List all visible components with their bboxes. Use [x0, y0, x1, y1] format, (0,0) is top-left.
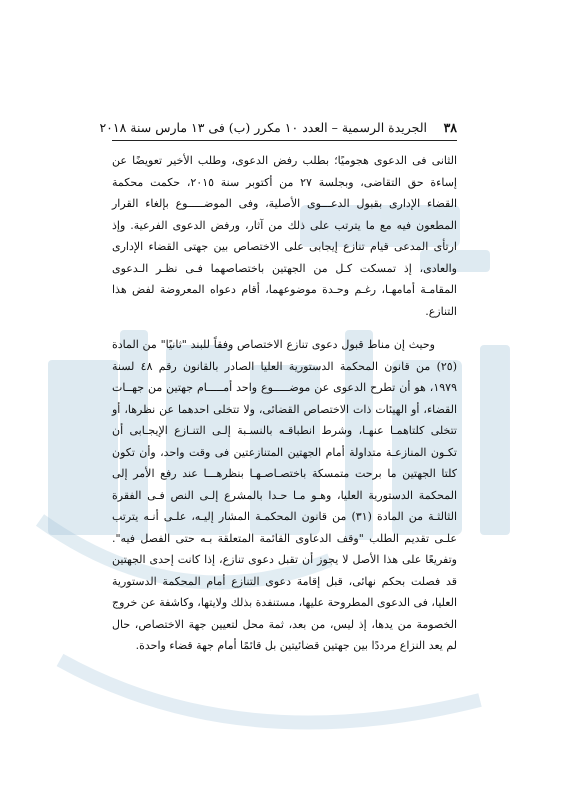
header-divider — [112, 140, 457, 141]
page-header — [99, 118, 457, 140]
paragraph-1: الثانى فى الدعوى هجوميًا؛ بطلب رفض الدعوى، وطلب الأخير تعويضًا عن إساءة حق التقاضى، وبجلسة ٢٧ من أكتوبر سنة ٢٠١٥، حكمت محكمة القضاء الإدارى بقبول الدعـــوى الأصلية، وفى الموضـــــوع بإلغاء القرار المطعون فيه مع ما يترتب على ذلك من آثار، ورفض الدعوى الفرعية. وإذ ارتأى المدعى قيام تنازع إيجابى على الاختصاص بين جهتى القضاء الإدارى والعادى، إذ تمسكت كـل من الجهتين باختصاصهما فـى نظـر الـدعوى المقامـة أمامهـا، رغـم وحـدة موضوعهما، أقام دعواه المعروضة لفض هذا التنازع. — [112, 154, 457, 318]
document-body — [112, 150, 457, 657]
header-title: الجريدة الرسمية – العدد ١٠ مكرر (ب) فى ١٣ مارس سنة ٢٠١٨ — [99, 120, 427, 135]
header-page-number: ٣٨ — [443, 120, 457, 135]
paragraph-2: وحيث إن مناط قبول دعوى تنازع الاختصاص وفقاً للبند "ثانيًا" من المادة (٢٥) من قانون المحكمة الدستورية العليا الصادر بالقانون رقم ٤٨ لسنة ١٩٧٩، هو أن تطرح الدعوى عن موضـــــوع واحد أمـــــام جهتين من جهــات القضاء، أو الهيئات ذات الاختصاص القضائى، ولا تتخلى احدهما عن نظرها، أو تتخلى كلتاهمـا عنهـا، وشرط انطباقـه بالنسـبة إلـى التنـازع الإيجـابى أن تكـون المنازعـة متداولة أمام الجهتين المتنازعتين فى وقت واحد، وأن تكون كلتا الجهتين ما برحت متمسكة باختصـاصـهـا بنظرهـــا عند رفع الأمر إلى المحكمة الدستورية العليا، وهـو مـا حـدا بالمشرع إلـى النص فـى الفقرة الثالثـة من المادة (٣١) من قانون المحكمـة المشار إليـه، علـى أنـه يترتب علـى تقديم الطلب "وقف الدعاوى القائمة المتعلقة بـه حتى الفصل فيه". وتفريعًا على هذا الأصل لا يجوز أن تقبل دعوى تنازع، إذا كانت إحدى الجهتين قد فصلت بحكم نهائى، قبل إقامة دعوى التنازع أمام المحكمة الدستورية العليا، فى الدعوى المطروحة عليها، مستنفدة بذلك ولايتها، وكاشفة عن خروج الخصومة من يدها، إذ ليس، من بعد، ثمة محل لتعيين جهة الاختصاص، حال لم يعد النزاع مرددًا بين جهتين قضائيتين بل قائمًا أمام جهة قضاء واحدة. — [111, 338, 458, 652]
